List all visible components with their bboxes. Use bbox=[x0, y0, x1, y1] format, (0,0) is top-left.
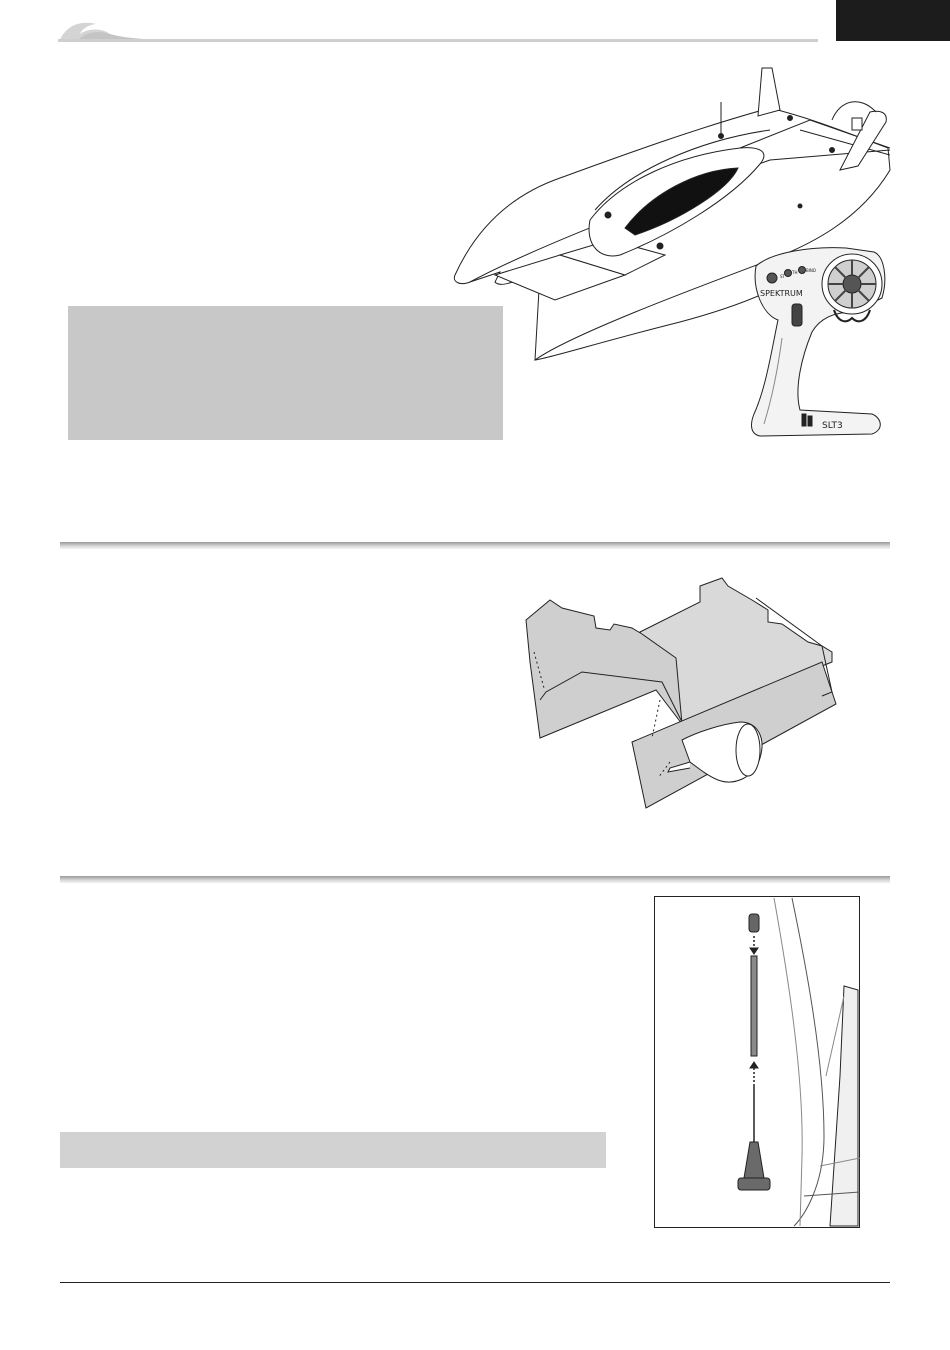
pistol-grip-transmitter-illustration bbox=[742, 238, 892, 442]
page-tab bbox=[836, 0, 950, 41]
transmitter-button-label-th: TH bbox=[792, 270, 798, 275]
section-divider bbox=[60, 876, 890, 883]
transmitter-button-label-st: ST bbox=[780, 274, 785, 279]
note-box bbox=[60, 1132, 606, 1168]
antenna-tube-installation-illustration bbox=[654, 896, 860, 1228]
transmitter-brand-text: SPEKTRUM bbox=[760, 289, 803, 298]
footer-rule bbox=[60, 1282, 890, 1283]
section-divider bbox=[60, 542, 890, 549]
transmitter-button-label-bind: BIND bbox=[806, 268, 816, 273]
transmitter-model-text: SLT3 bbox=[822, 421, 843, 431]
header-rule bbox=[58, 39, 818, 42]
boat-stand-assembly-illustration bbox=[522, 572, 844, 812]
note-box bbox=[68, 306, 503, 440]
